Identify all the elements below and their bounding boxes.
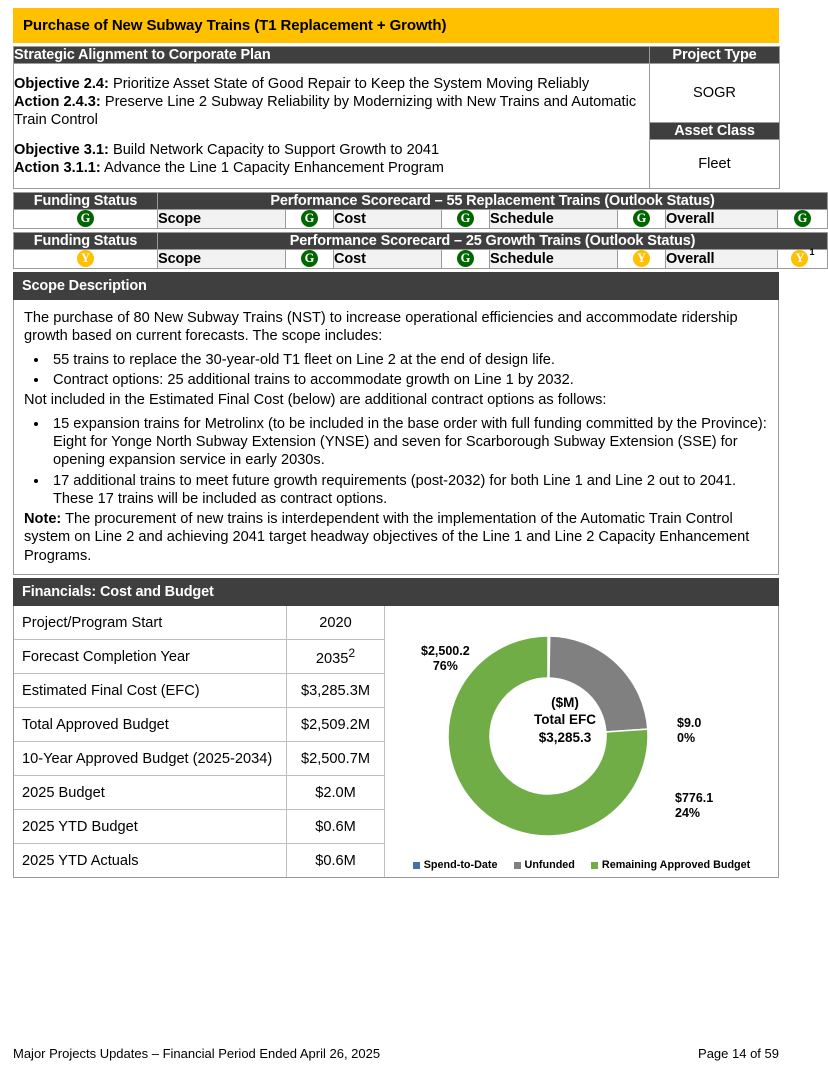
footnote-marker: 2: [348, 646, 356, 661]
strategic-alignment-table: [13, 46, 780, 189]
financials-row-label: 2025 YTD Budget: [14, 810, 287, 844]
strategic-alignment-header: Strategic Alignment to Corporate Plan: [14, 47, 650, 64]
table-row: [14, 64, 780, 123]
table-row: [14, 708, 384, 742]
scorecard-status-schedule: [618, 210, 666, 229]
legend-swatch-icon: [514, 862, 521, 869]
scorecard-label-scope: Scope: [158, 210, 286, 229]
scope-bullet-item: • Contract options: 25 additional trains to accommodate growth on Line 1 by 2032.: [49, 371, 768, 389]
scope-description-header: Scope Description: [13, 272, 779, 300]
status-badge: Y: [77, 250, 94, 267]
scope-second-intro: Not included in the Estimated Final Cost (below) are additional contract options as follows:: [24, 392, 607, 409]
scope-note: [24, 510, 768, 565]
project-type-header: Project Type: [650, 47, 780, 64]
chart-label-spend-to-date: [677, 716, 701, 746]
financials-row-label: Project/Program Start: [14, 606, 287, 640]
status-badge-footnote: 1: [809, 247, 815, 257]
footer-left-text: Major Projects Updates – Financial Period Ended April 26, 2025: [13, 1046, 381, 1061]
legend-label: Spend-to-Date: [423, 859, 498, 872]
legend-item: [413, 859, 498, 871]
chart-legend: [385, 859, 778, 871]
scorecard-table-2: [13, 232, 828, 269]
scorecard-label-schedule: Schedule: [490, 210, 618, 229]
action-2-4-3-label: Action 2.4.3:: [14, 93, 101, 110]
objective-2-4-label: Objective 2.4:: [14, 75, 109, 92]
status-badge: Y: [633, 250, 650, 267]
chart-label-remaining: [421, 644, 470, 674]
scope-bullet-item: • 17 additional trains to meet future growth requirements (post-2032) for both Line 1 and Line 2 out to 2041. These 17 trains will be included as contract options.: [49, 472, 768, 509]
scope-note-label: Note:: [24, 511, 62, 528]
funding-status-value: [14, 210, 158, 229]
financials-row-label: 10-Year Approved Budget (2025-2034): [14, 742, 287, 776]
financials-section: [13, 578, 779, 878]
table-row: [14, 250, 828, 269]
legend-swatch-icon: [591, 862, 598, 869]
scorecard-status-schedule: [618, 250, 666, 269]
asset-class-header: Asset Class: [650, 123, 780, 140]
donut-chart: [385, 606, 778, 877]
objective-3-1-label: Objective 3.1:: [14, 141, 109, 158]
donut-center-line3: $3,285.3: [538, 729, 592, 745]
financials-row-value: 2020: [287, 606, 385, 640]
scope-description-section: [13, 272, 779, 575]
status-badge: G: [794, 210, 811, 227]
scorecard-label-scope: Scope: [158, 250, 286, 269]
financials-body: [13, 606, 779, 878]
objective-2-4-text: Prioritize Asset State of Good Repair to Keep the System Moving Reliably: [108, 75, 590, 92]
financials-row-value: $0.6M: [287, 810, 385, 844]
scorecard-status-overall: [778, 210, 828, 229]
action-3-1-1-label: Action 3.1.1:: [14, 160, 101, 177]
table-row: [14, 640, 384, 674]
financials-row-value: 2035$^2$: [287, 640, 385, 674]
asset-class-value: Fleet: [650, 140, 780, 189]
chart-label-remaining-percent: 76%: [432, 658, 458, 673]
scope-intro: The purchase of 80 New Subway Trains (NST) to increase operational efficiencies and accommodate ridership growth based on current forecasts. The scope includes:: [24, 310, 738, 345]
scope-bullet-list-1: [24, 351, 768, 390]
table-row: [14, 193, 828, 210]
funding-status-value: [14, 250, 158, 269]
scorecard-header: Performance Scorecard – 25 Growth Trains (Outlook Status): [158, 233, 828, 250]
scope-bullet-list-2: [24, 415, 768, 509]
financials-row-value: $2.0M: [287, 776, 385, 810]
chart-label-spend-value: $9.0: [677, 716, 702, 731]
financials-row-label: 2025 Budget: [14, 776, 287, 810]
page-title-bar: [13, 8, 779, 43]
action-2-4-3-text: Preserve Line 2 Subway Reliability by Modernizing with New Trains and Automatic Train Control: [14, 93, 637, 129]
table-row: [14, 742, 384, 776]
page-title: Purchase of New Subway Trains (T1 Replacement + Growth): [23, 17, 447, 34]
action-2-4-3-line: [14, 93, 649, 130]
strategic-alignment-body: [14, 64, 650, 189]
table-row: [14, 844, 384, 878]
footer-page-number: Page 14 of 59: [698, 1046, 779, 1061]
scorecard-table-1: [13, 192, 828, 229]
chart-label-unfunded-value: $776.1: [675, 791, 714, 806]
scorecard-label-schedule: Schedule: [490, 250, 618, 269]
legend-swatch-icon: [413, 862, 420, 869]
scorecard-status-overall: [778, 247, 828, 269]
scorecard-header: Performance Scorecard – 55 Replacement Trains (Outlook Status): [158, 193, 828, 210]
legend-label: Remaining Approved Budget: [601, 859, 751, 872]
action-3-1-1-text: Advance the Line 1 Capacity Enhancement Program: [100, 160, 444, 177]
table-row: [14, 47, 780, 64]
action-3-1-1-line: [14, 159, 649, 177]
scorecard-label-cost: Cost: [334, 250, 442, 269]
scope-bullet-item: • 15 expansion trains for Metrolinx (to be included in the base order with full funding committed by the Province): Eight for Yonge North Subway Extension (YNSE) and seven for Scarborough Subway Extension (SSE) for opening expansion service in early 2030s.: [49, 415, 768, 470]
legend-item: [591, 859, 750, 871]
financials-table-wrap: [14, 606, 384, 877]
legend-item: [514, 859, 575, 871]
table-row: [14, 776, 384, 810]
legend-label: Unfunded: [524, 859, 575, 872]
scorecard-label-cost: Cost: [334, 210, 442, 229]
scorecard-status-cost: [442, 250, 490, 269]
status-badge: G: [301, 250, 318, 267]
scorecard-status-cost: [442, 210, 490, 229]
financials-row-value: $3,285.3M: [287, 674, 385, 708]
scope-bullet-item: • 55 trains to replace the 30-year-old T1 fleet on Line 2 at the end of design life.: [49, 351, 768, 369]
status-badge: G: [457, 210, 474, 227]
scope-description-body: [13, 300, 779, 575]
report-page: [13, 8, 815, 878]
scorecard-status-scope: [286, 210, 334, 229]
scorecard-status-scope: [286, 250, 334, 269]
status-badge: G: [77, 210, 94, 227]
objective-2-4-line: [14, 75, 649, 93]
table-row: [14, 233, 828, 250]
chart-label-remaining-value: $2,500.2: [421, 644, 470, 659]
donut-center-label: [495, 694, 635, 746]
status-badge: Y: [791, 250, 808, 267]
financials-table: [14, 606, 384, 877]
table-row: [14, 810, 384, 844]
financials-row-label: Estimated Final Cost (EFC): [14, 674, 287, 708]
status-badge: G: [301, 210, 318, 227]
financials-row-label: Forecast Completion Year: [14, 640, 287, 674]
status-badge: G: [633, 210, 650, 227]
status-badge: G: [457, 250, 474, 267]
table-row: [14, 210, 828, 229]
scorecard-label-overall: Overall: [666, 210, 778, 229]
financials-row-value: $2,509.2M: [287, 708, 385, 742]
donut-center-line2: Total EFC: [534, 712, 596, 728]
page-footer: [13, 1046, 779, 1061]
financials-row-label: Total Approved Budget: [14, 708, 287, 742]
project-type-value: SOGR: [650, 64, 780, 123]
financials-header: Financials: Cost and Budget: [13, 578, 779, 606]
financials-row-value: $2,500.7M: [287, 742, 385, 776]
table-row: [14, 674, 384, 708]
funding-status-header: Funding Status: [14, 233, 158, 250]
table-row: [14, 606, 384, 640]
scorecard-label-overall: Overall: [666, 250, 778, 269]
chart-label-unfunded: [675, 791, 713, 821]
objective-3-1-line: [14, 141, 649, 159]
funding-status-header: Funding Status: [14, 193, 158, 210]
donut-center-line1: ($M): [551, 695, 579, 711]
financials-chart-panel: [384, 606, 778, 877]
chart-label-spend-percent: 0%: [677, 730, 696, 745]
chart-label-unfunded-percent: 24%: [675, 805, 701, 820]
financials-row-label: 2025 YTD Actuals: [22, 852, 139, 869]
financials-row-value: $0.6M: [287, 844, 385, 878]
performance-scorecards: [13, 192, 815, 269]
scope-note-text: The procurement of new trains is interdependent with the implementation of the Automatic Train Control system on Line 2 and achieving 2041 target headway objectives of the Line 1 and Line 2 Capacity Enhancement Programs.: [24, 511, 750, 564]
objective-3-1-text: Build Network Capacity to Support Growth to 2041: [108, 141, 440, 158]
